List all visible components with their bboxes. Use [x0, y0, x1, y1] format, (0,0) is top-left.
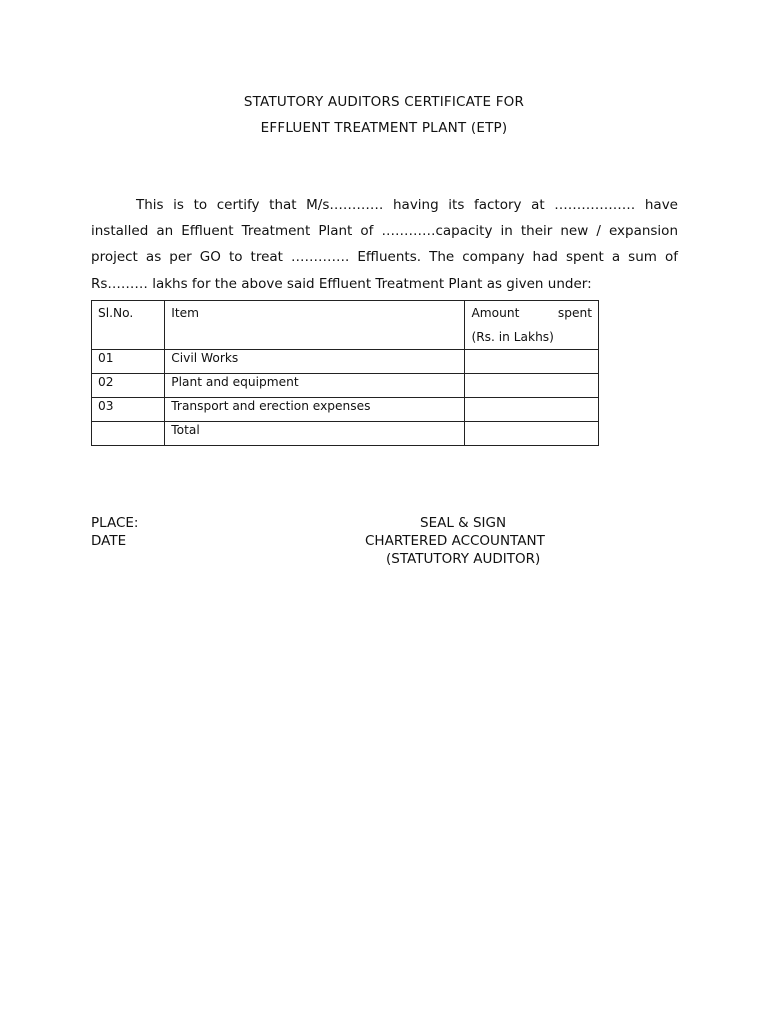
document-title-line-1: STATUTORY AUDITORS CERTIFICATE FOR [243, 94, 525, 110]
document-title-line-2: EFFLUENT TREATMENT PLANT (ETP) [260, 120, 508, 136]
table-total-row [92, 422, 599, 446]
row-sl-no: 02 [92, 374, 165, 398]
row-item: Transport and erection expenses [165, 398, 465, 422]
row-sl-no: 01 [92, 350, 165, 374]
row-sl-no [92, 422, 165, 446]
table-header-row [92, 301, 599, 350]
certificate-paragraph: This is to certify that M/s………… having its factory at ……………… have installed an Effluent Treatment Plant of …………capacity in their new / expansion project as per GO to treat …………. Effluents. The company had spent a sum of Rs……… lakhs for the above said Effluent Treatment Plant as given under: [91, 197, 678, 292]
row-item: Plant and equipment [165, 374, 465, 398]
seal-sign-label: SEAL & SIGN [420, 515, 507, 531]
row-amount [465, 374, 599, 398]
place-label: PLACE: [91, 515, 139, 531]
header-spent-word: spent [557, 306, 592, 320]
header-amount-unit: (Rs. in Lakhs) [471, 330, 554, 344]
header-amount [465, 301, 599, 350]
header-sl-no: Sl.No. [92, 301, 165, 350]
table-row [92, 350, 599, 374]
row-item: Total [165, 422, 465, 446]
header-amount-line-1 [471, 301, 592, 325]
expense-table [91, 300, 599, 446]
chartered-accountant-label: CHARTERED ACCOUNTANT [365, 533, 545, 549]
header-amount-word: Amount [471, 306, 520, 320]
row-amount [465, 422, 599, 446]
table-row [92, 374, 599, 398]
row-amount [465, 350, 599, 374]
table-row [92, 398, 599, 422]
row-sl-no: 03 [92, 398, 165, 422]
row-amount [465, 398, 599, 422]
date-label: DATE [91, 533, 127, 549]
row-item: Civil Works [165, 350, 465, 374]
statutory-auditor-label: (STATUTORY AUDITOR) [386, 551, 541, 567]
header-item: Item [165, 301, 465, 350]
